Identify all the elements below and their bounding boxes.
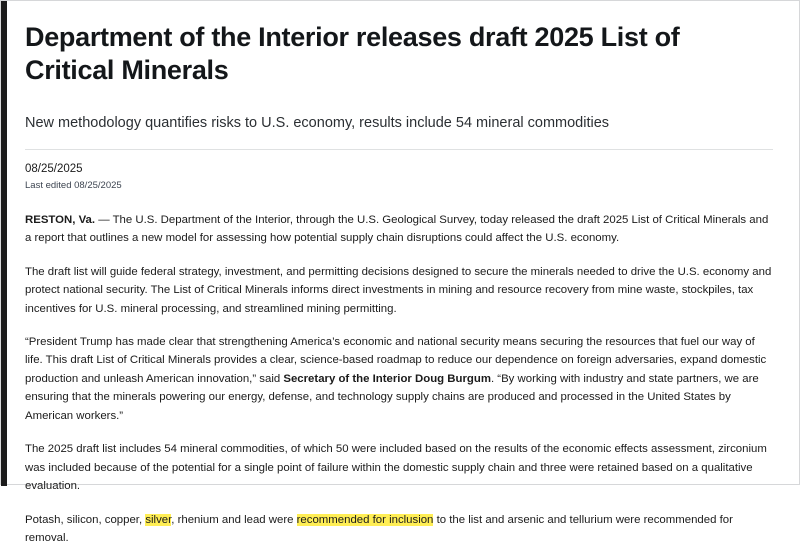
- paragraph-1: [25, 211, 773, 248]
- page-title: Department of the Interior releases draft 2025 List of Critical Minerals: [25, 22, 680, 85]
- highlight-silver: silver: [145, 513, 172, 526]
- publish-date: 08/25/2025: [25, 163, 83, 176]
- paragraph-5: [25, 511, 773, 548]
- paragraph-4: The 2025 draft list includes 54 mineral commodities, of which 50 were included based on the results of the economic effects assessment, zirconium was included because of the potential for a single point of failure within the domestic supply chain and three were retained based on a qualitative evaluation.: [25, 443, 767, 493]
- attribution-name: Secretary of the Interior Doug Burgum: [283, 372, 491, 385]
- paragraph-5-part-c: to the list and arsenic and tellurium were recommended for removal.: [25, 513, 733, 545]
- paragraph-3: [25, 333, 773, 425]
- article-body: [25, 211, 773, 548]
- paragraph-5-part-a: Potash, silicon, copper,: [25, 513, 146, 526]
- paragraph-3-part-a: “President Trump has made clear that strengthening America’s economic and national security means securing the resources that fuel our way of life. This draft List of Critical Minerals provides a clear, science-based roadmap to reduce our dependence on foreign adversaries, expand domestic production and unleash American innovation,” said: [25, 336, 767, 385]
- paragraph-1-text: — The U.S. Department of the Interior, through the U.S. Geological Survey, today released the draft 2025 List of Critical Minerals and a report that outlines a new model for assessing how potential supply chain disruptions could affect the U.S. economy.: [25, 213, 769, 245]
- article-content: [7, 1, 799, 545]
- divider: [25, 149, 773, 150]
- article-meta: [25, 161, 773, 194]
- dateline: RESTON, Va.: [25, 213, 96, 226]
- highlight-recommended-for-inclusion: recommended for inclusion: [296, 513, 434, 526]
- article-subtitle: New methodology quantifies risks to U.S. economy, results include 54 mineral commodities: [25, 114, 610, 131]
- last-edited-date: Last edited 08/25/2025: [25, 180, 122, 192]
- paragraph-5-part-b: , rhenium and lead were: [171, 513, 297, 526]
- paragraph-3-part-c: . “By working with industry and state partners, we are ensuring that the minerals powering our energy, defense, and technology supply chains are produced and processed in the United States by American workers.”: [25, 372, 759, 422]
- paragraph-2: The draft list will guide federal strategy, investment, and permitting decisions designed to secure the minerals needed to drive the U.S. economy and protect national security. The List of Critical Minerals informs direct investments in mining and resource recovery from mine waste, stockpiles, tax incentives for U.S. mineral processing, and streamlined mining permitting.: [25, 265, 772, 315]
